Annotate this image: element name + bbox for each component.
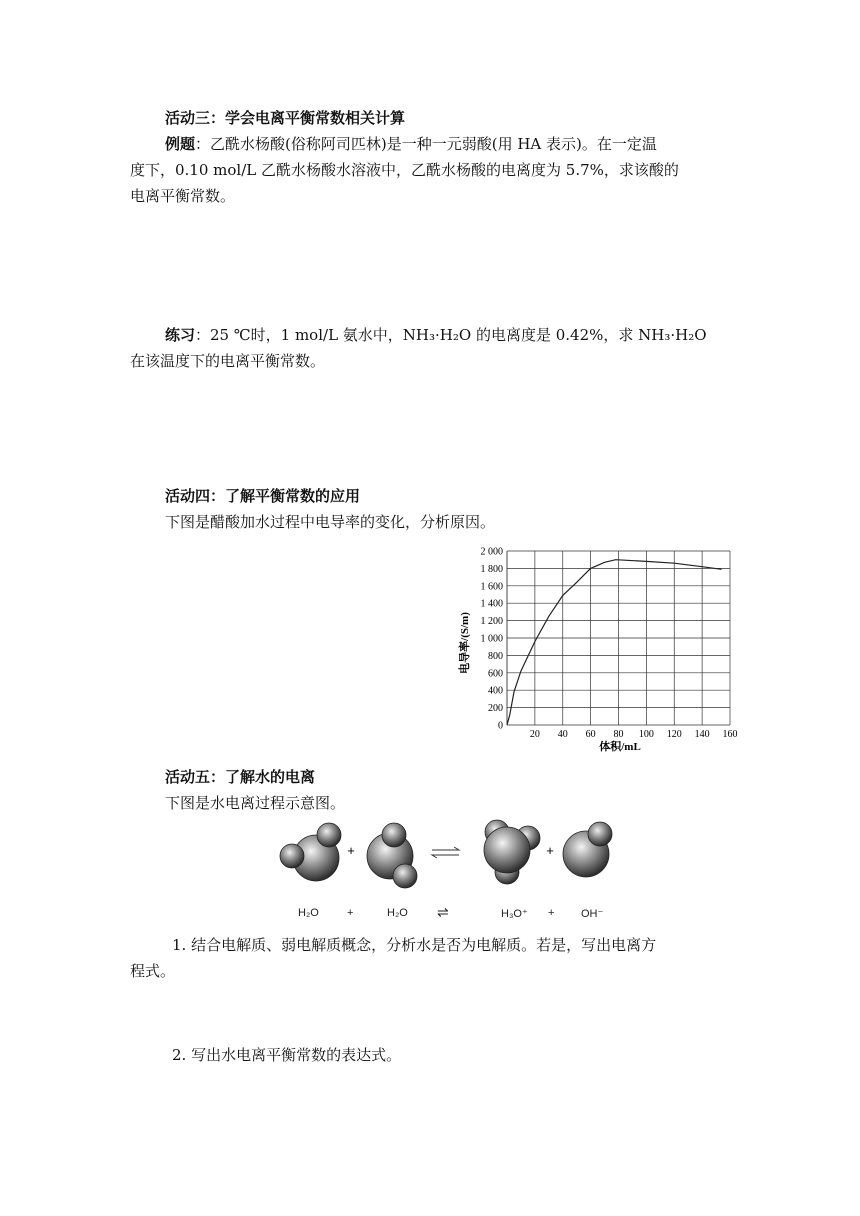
- practice-label: 练习: [165, 326, 196, 344]
- y-tick-label: 600: [488, 668, 503, 680]
- example-label: 例题: [165, 135, 196, 153]
- water-molecule-2: [367, 823, 417, 888]
- label-plus-1: +: [347, 907, 354, 919]
- label-equilibrium: ⇌: [437, 904, 449, 920]
- y-tick-label: 400: [488, 685, 503, 697]
- y-tick-label: 1 200: [480, 616, 503, 628]
- x-tick-label: 20: [529, 729, 540, 740]
- y-tick-label: 1 600: [480, 581, 503, 593]
- activity4-heading: 活动四：了解平衡常数的应用: [165, 487, 361, 505]
- x-tick-label: 40: [557, 729, 568, 740]
- label-h2o-1: H₂O: [298, 907, 319, 919]
- practice-line1: [165, 322, 734, 348]
- y-tick-label: 1 400: [480, 598, 503, 610]
- x-tick-label: 80: [613, 729, 624, 740]
- conductivity-chart-svg: [455, 543, 745, 755]
- activity5-heading: 活动五：了解水的电离: [165, 768, 316, 786]
- plus-sign-2: +: [546, 843, 554, 858]
- x-tick-label: 140: [694, 729, 710, 740]
- conductivity-chart: [455, 543, 745, 755]
- x-tick-label: 60: [585, 729, 596, 740]
- x-axis-label: 体积/mL: [599, 741, 641, 753]
- y-tick-label: 2 000: [480, 546, 503, 558]
- y-tick-label: 1 800: [480, 563, 503, 575]
- x-tick-label: 100: [638, 729, 654, 740]
- example-line1: [165, 131, 734, 157]
- example-line3: 电离平衡常数。: [130, 187, 236, 205]
- label-h2o-2: H₂O: [387, 907, 408, 919]
- activity3-heading: 活动三：学会电离平衡常数相关计算: [165, 109, 406, 127]
- label-h3o: H₃O⁺: [501, 908, 528, 920]
- example-line2: 度下，0.10 mol/L 乙酰水杨酸水溶液中，乙酰水杨酸的电离度为 5.7%，求该酸的: [130, 161, 679, 179]
- y-tick-label: 200: [488, 703, 503, 715]
- conductivity-series-line: [507, 560, 722, 725]
- x-tick-label: 120: [666, 729, 682, 740]
- activity4-desc: 下图是醋酸加水过程中电导率的变化，分析原因。: [165, 513, 496, 531]
- hydronium-ion: [484, 820, 540, 884]
- water-molecule-1: [280, 823, 341, 881]
- y-tick-label: 800: [488, 650, 503, 662]
- equilibrium-arrow-icon: [432, 847, 459, 858]
- y-axis-label: 电导率/(S/m): [459, 612, 471, 674]
- plus-sign-1: +: [347, 843, 355, 858]
- x-tick-label: 160: [722, 729, 738, 740]
- hydroxide-ion: [563, 822, 612, 877]
- example-text1: ：乙酰水杨酸(俗称阿司匹林)是一种一元弱酸(用 HA 表示)。在一定温: [195, 135, 657, 153]
- practice-line2: 在该温度下的电离平衡常数。: [130, 352, 326, 370]
- question1-line1: 1. 结合电解质、弱电解质概念，分析水是否为电解质。若是，写出电离方: [172, 936, 657, 954]
- label-plus-2: +: [548, 907, 555, 919]
- practice-text1: ：25 ℃时，1 mol/L 氨水中，NH₃·H₂O 的电离度是 0.42%，求 NH₃·H₂O: [195, 326, 707, 344]
- activity5-desc: 下图是水电离过程示意图。: [165, 794, 346, 812]
- question2: 2. 写出水电离平衡常数的表达式。: [172, 1046, 402, 1064]
- label-oh: OH⁻: [581, 908, 604, 920]
- y-tick-label: 1 000: [480, 633, 503, 645]
- y-tick-label: 0: [498, 720, 503, 732]
- question1-line2: 程式。: [130, 962, 176, 980]
